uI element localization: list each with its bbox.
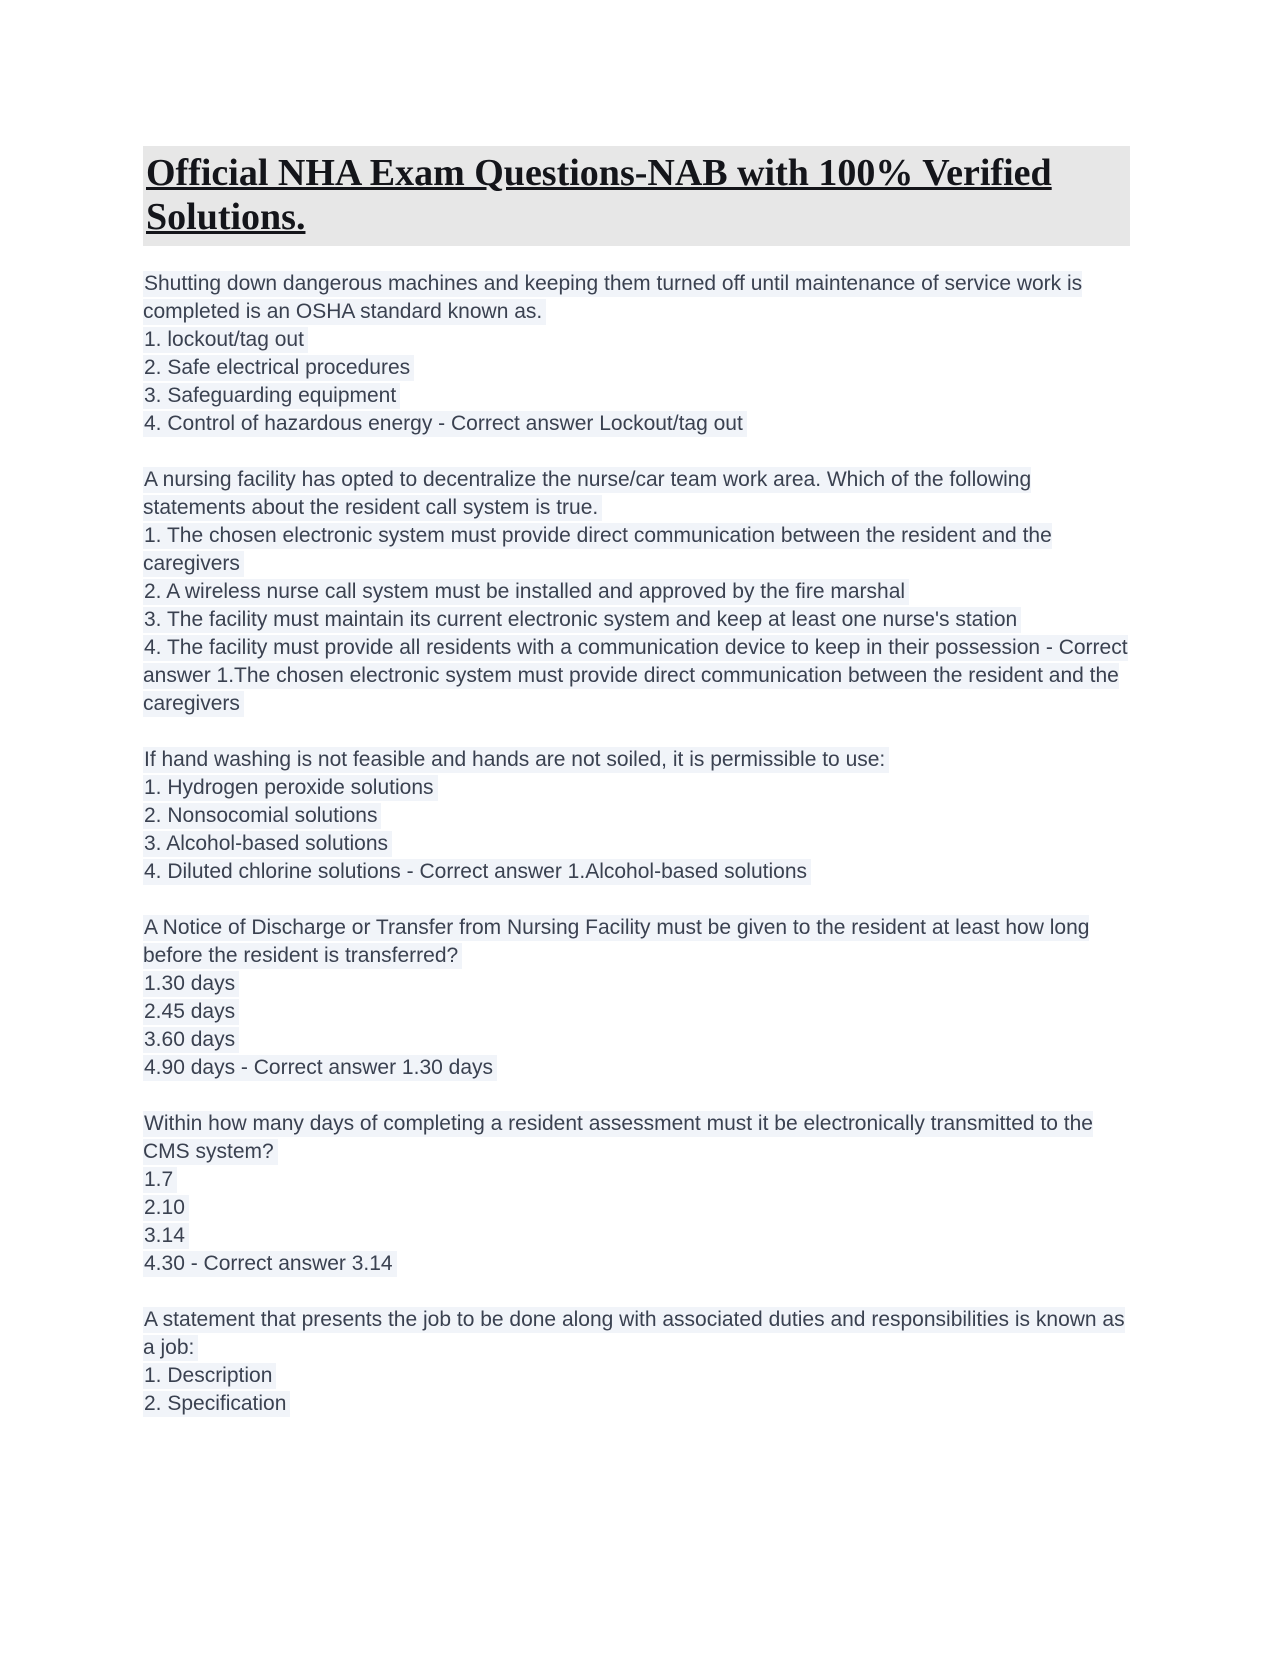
answer-option xyxy=(143,858,1130,886)
answer-option-text: 2. A wireless nurse call system must be installed and approved by the fire marshal xyxy=(143,579,909,605)
answer-option-text: 1. lockout/tag out xyxy=(143,327,308,353)
answer-option xyxy=(143,830,1130,858)
answer-option-text: 3. Alcohol-based solutions xyxy=(143,831,392,857)
answer-option xyxy=(143,326,1130,354)
answer-option-text: 1.30 days xyxy=(143,971,239,997)
answer-option-text: 1.7 xyxy=(143,1167,177,1193)
answer-option-text: 4. Control of hazardous energy - Correct answer Lockout/tag out xyxy=(143,411,747,437)
answer-option xyxy=(143,1222,1130,1250)
answer-option-text: 4.90 days - Correct answer 1.30 days xyxy=(143,1055,497,1081)
answer-option-text: 2.45 days xyxy=(143,999,239,1025)
answer-option-text: 4.30 - Correct answer 3.14 xyxy=(143,1251,397,1277)
question-block xyxy=(143,1110,1130,1278)
answer-option xyxy=(143,522,1130,578)
answer-option xyxy=(143,606,1130,634)
answer-option-text: 3. Safeguarding equipment xyxy=(143,383,400,409)
question-text xyxy=(143,914,1130,970)
answer-option xyxy=(143,354,1130,382)
question-text-text: A nursing facility has opted to decentralize the nurse/car team work area. Which of the following statements about the resident call system is true. xyxy=(143,468,1032,519)
answer-option xyxy=(143,634,1130,718)
question-text-text: A statement that presents the job to be done along with associated duties and responsibilities is known as a job: xyxy=(143,1308,1125,1359)
question-block xyxy=(143,270,1130,438)
answer-option xyxy=(143,382,1130,410)
answer-option-text: 1. Description xyxy=(143,1363,276,1389)
answer-option-text: 3.14 xyxy=(143,1223,189,1249)
answer-option xyxy=(143,998,1130,1026)
answer-option xyxy=(143,802,1130,830)
answer-option xyxy=(143,1166,1130,1194)
answer-option-text: 1. The chosen electronic system must provide direct communication between the resident and the caregivers xyxy=(143,524,1052,575)
answer-option xyxy=(143,970,1130,998)
question-list xyxy=(143,270,1130,1418)
answer-option xyxy=(143,774,1130,802)
answer-option-text: 1. Hydrogen peroxide solutions xyxy=(143,775,438,801)
question-text xyxy=(143,1306,1130,1362)
question-text xyxy=(143,1110,1130,1166)
answer-option xyxy=(143,410,1130,438)
answer-option-text: 3. The facility must maintain its current electronic system and keep at least one nurse's station xyxy=(143,607,1021,633)
answer-option xyxy=(143,1026,1130,1054)
answer-option xyxy=(143,1054,1130,1082)
question-text xyxy=(143,746,1130,774)
answer-option xyxy=(143,1390,1130,1418)
answer-option xyxy=(143,1194,1130,1222)
question-text-text: Within how many days of completing a resident assessment must it be electronically transmitted to the CMS system? xyxy=(143,1112,1093,1163)
question-text-text: A Notice of Discharge or Transfer from Nursing Facility must be given to the resident at least how long before the resident is transferred? xyxy=(143,916,1090,967)
answer-option xyxy=(143,1250,1130,1278)
question-text-text: If hand washing is not feasible and hands are not soiled, it is permissible to use: xyxy=(143,747,889,773)
document-title: Official NHA Exam Questions-NAB with 100% Verified Solutions. xyxy=(143,146,1130,246)
question-block xyxy=(143,1306,1130,1418)
answer-option-text: 2.10 xyxy=(143,1195,189,1221)
answer-option-text: 2. Safe electrical procedures xyxy=(143,355,414,381)
answer-option-text: 4. Diluted chlorine solutions - Correct answer 1.Alcohol-based solutions xyxy=(143,859,811,885)
answer-option-text: 4. The facility must provide all residents with a communication device to keep in their possession - Correct answer 1.The chosen electronic system must provide direct communication between the resident and the caregivers xyxy=(143,636,1128,715)
answer-option xyxy=(143,578,1130,606)
answer-option-text: 3.60 days xyxy=(143,1027,239,1053)
question-text-text: Shutting down dangerous machines and keeping them turned off until maintenance of service work is completed is an OSHA standard known as. xyxy=(143,272,1083,323)
question-text xyxy=(143,270,1130,326)
question-block xyxy=(143,746,1130,886)
answer-option xyxy=(143,1362,1130,1390)
answer-option-text: 2. Specification xyxy=(143,1391,290,1417)
question-block xyxy=(143,466,1130,718)
answer-option-text: 2. Nonsocomial solutions xyxy=(143,803,381,829)
question-text xyxy=(143,466,1130,522)
question-block xyxy=(143,914,1130,1082)
